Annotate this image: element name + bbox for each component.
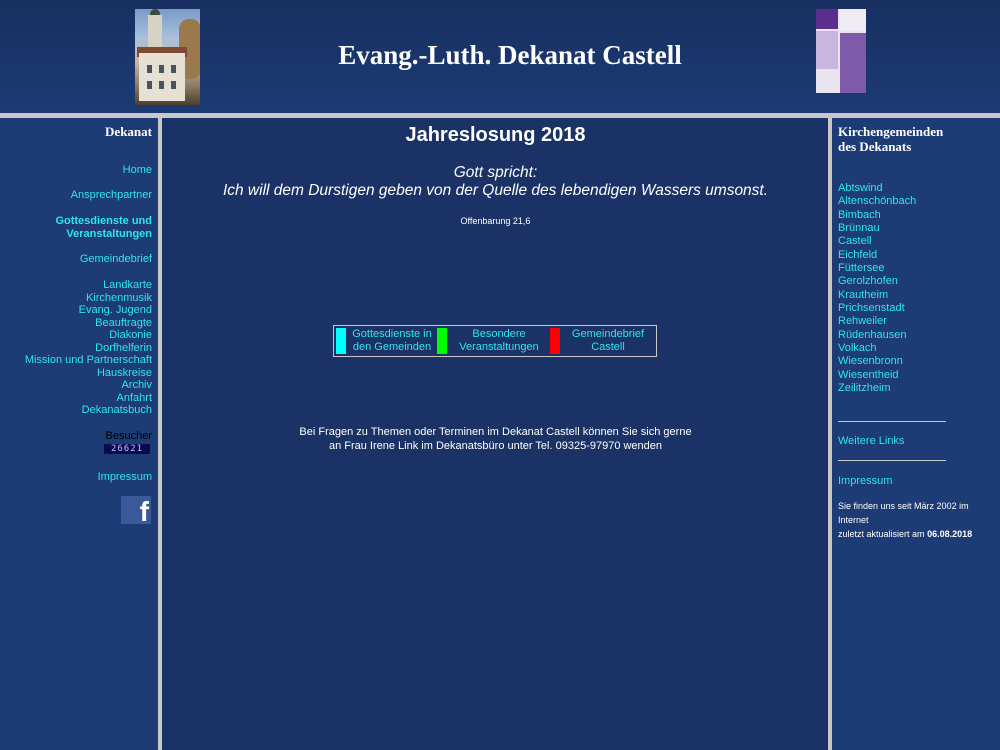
nav-evang-jugend[interactable]: Evang. Jugend xyxy=(78,304,152,316)
parish-link[interactable]: Füttersee xyxy=(838,262,885,274)
nav-landkarte[interactable]: Landkarte xyxy=(103,279,152,291)
left-sidebar xyxy=(0,118,158,750)
nav-dorfhelferin[interactable]: Dorfhelferin xyxy=(95,342,152,354)
facebook-icon[interactable]: f xyxy=(121,496,151,524)
nav-hauskreise[interactable]: Hauskreise xyxy=(96,367,152,379)
legend-link-gottesdienste[interactable]: Gottesdienste in den Gemeinden xyxy=(352,328,432,353)
parish-link[interactable]: Prichsenstadt xyxy=(838,302,905,314)
parish-link[interactable]: Gerolzhofen xyxy=(838,275,898,287)
parish-link[interactable]: Brünnau xyxy=(838,222,880,234)
parish-link[interactable]: Rehweiler xyxy=(838,315,887,327)
weitere-links-link[interactable]: Weitere Links xyxy=(838,435,905,447)
parish-link[interactable]: Castell xyxy=(838,235,872,247)
contact-line-1: Bei Fragen zu Themen oder Terminen im Dekanat Castell können Sie sich gerne xyxy=(299,426,692,438)
parish-link[interactable]: Rüdenhausen xyxy=(838,329,907,341)
divider xyxy=(838,421,946,422)
page-heading: Jahreslosung 2018 xyxy=(405,124,586,146)
nav-diakonie[interactable]: Diakonie xyxy=(109,329,152,341)
parish-link[interactable]: Wiesenbronn xyxy=(838,355,903,367)
dekanat-logo xyxy=(816,9,866,93)
parish-link[interactable]: Abtswind xyxy=(838,182,883,194)
contact-text xyxy=(163,426,828,453)
nav-home[interactable]: Home xyxy=(122,164,152,176)
legend-link-veranstaltungen[interactable]: Besondere Veranstaltungen xyxy=(459,328,539,353)
parishes-heading: Kirchengemeinden des Dekanats xyxy=(838,124,944,154)
divider xyxy=(838,460,946,461)
nav-gottesdienste-line2[interactable]: Veranstaltungen xyxy=(66,228,152,240)
page-header xyxy=(0,0,1000,113)
main-content xyxy=(163,118,828,750)
jahreslosung-quote xyxy=(163,164,828,200)
nav-beauftragte[interactable]: Beauftragte xyxy=(95,317,152,329)
bible-reference: Offenbarung 21,6 xyxy=(460,216,531,226)
parish-link[interactable]: Zeilitzheim xyxy=(838,382,891,394)
nav-mission[interactable]: Mission und Partnerschaft xyxy=(24,354,152,366)
nav-impressum[interactable]: Impressum xyxy=(97,471,152,483)
visitor-label: Besucher xyxy=(105,430,152,442)
parish-link[interactable]: Volkach xyxy=(838,342,877,354)
parish-link[interactable]: Bimbach xyxy=(838,209,881,221)
legend-swatch-gottesdienste xyxy=(336,328,346,354)
legend-swatch-veranstaltungen xyxy=(437,328,447,354)
right-sidebar xyxy=(832,118,1000,750)
info-line-2: zuletzt aktualisiert am 06.08.2018 xyxy=(838,529,973,539)
church-photo xyxy=(135,9,200,105)
parish-link[interactable]: Eichfeld xyxy=(838,249,878,261)
nav-ansprechpartner[interactable]: Ansprechpartner xyxy=(70,189,152,201)
nav-archiv[interactable]: Archiv xyxy=(121,379,152,391)
parish-link[interactable]: Wiesentheid xyxy=(838,369,899,381)
last-updated-date: 06.08.2018 xyxy=(927,529,973,539)
parish-link[interactable]: Altenschönbach xyxy=(838,195,917,207)
quote-line-1: Gott spricht: xyxy=(453,164,538,181)
parish-link[interactable]: Krautheim xyxy=(838,289,889,301)
nav-gemeindebrief[interactable]: Gemeindebrief xyxy=(79,253,152,265)
site-title: Evang.-Luth. Dekanat Castell xyxy=(338,40,682,70)
quote-line-2: Ich will dem Durstigen geben von der Quelle des lebendigen Wassers umsonst. xyxy=(222,182,769,199)
sidebar-title: Dekanat xyxy=(105,124,152,139)
contact-line-2: an Frau Irene Link im Dekanatsbüro unter Tel. 09325-97970 wenden xyxy=(328,439,663,452)
category-legend xyxy=(333,325,657,357)
legend-link-gemeindebrief[interactable]: Gemeindebrief Castell xyxy=(571,328,645,353)
visitor-counter: 26621 xyxy=(104,444,150,454)
nav-anfahrt[interactable]: Anfahrt xyxy=(116,392,152,404)
impressum-link[interactable]: Impressum xyxy=(838,475,893,487)
site-info xyxy=(838,499,998,541)
nav-dekanatsbuch[interactable]: Dekanatsbuch xyxy=(81,404,152,416)
legend-swatch-gemeindebrief xyxy=(550,328,560,354)
info-line-1: Sie finden uns seit März 2002 im Internet xyxy=(838,501,969,525)
nav-kirchenmusik[interactable]: Kirchenmusik xyxy=(85,292,152,304)
left-divider xyxy=(158,118,162,750)
nav-gottesdienste-line1[interactable]: Gottesdienste und xyxy=(55,215,152,227)
